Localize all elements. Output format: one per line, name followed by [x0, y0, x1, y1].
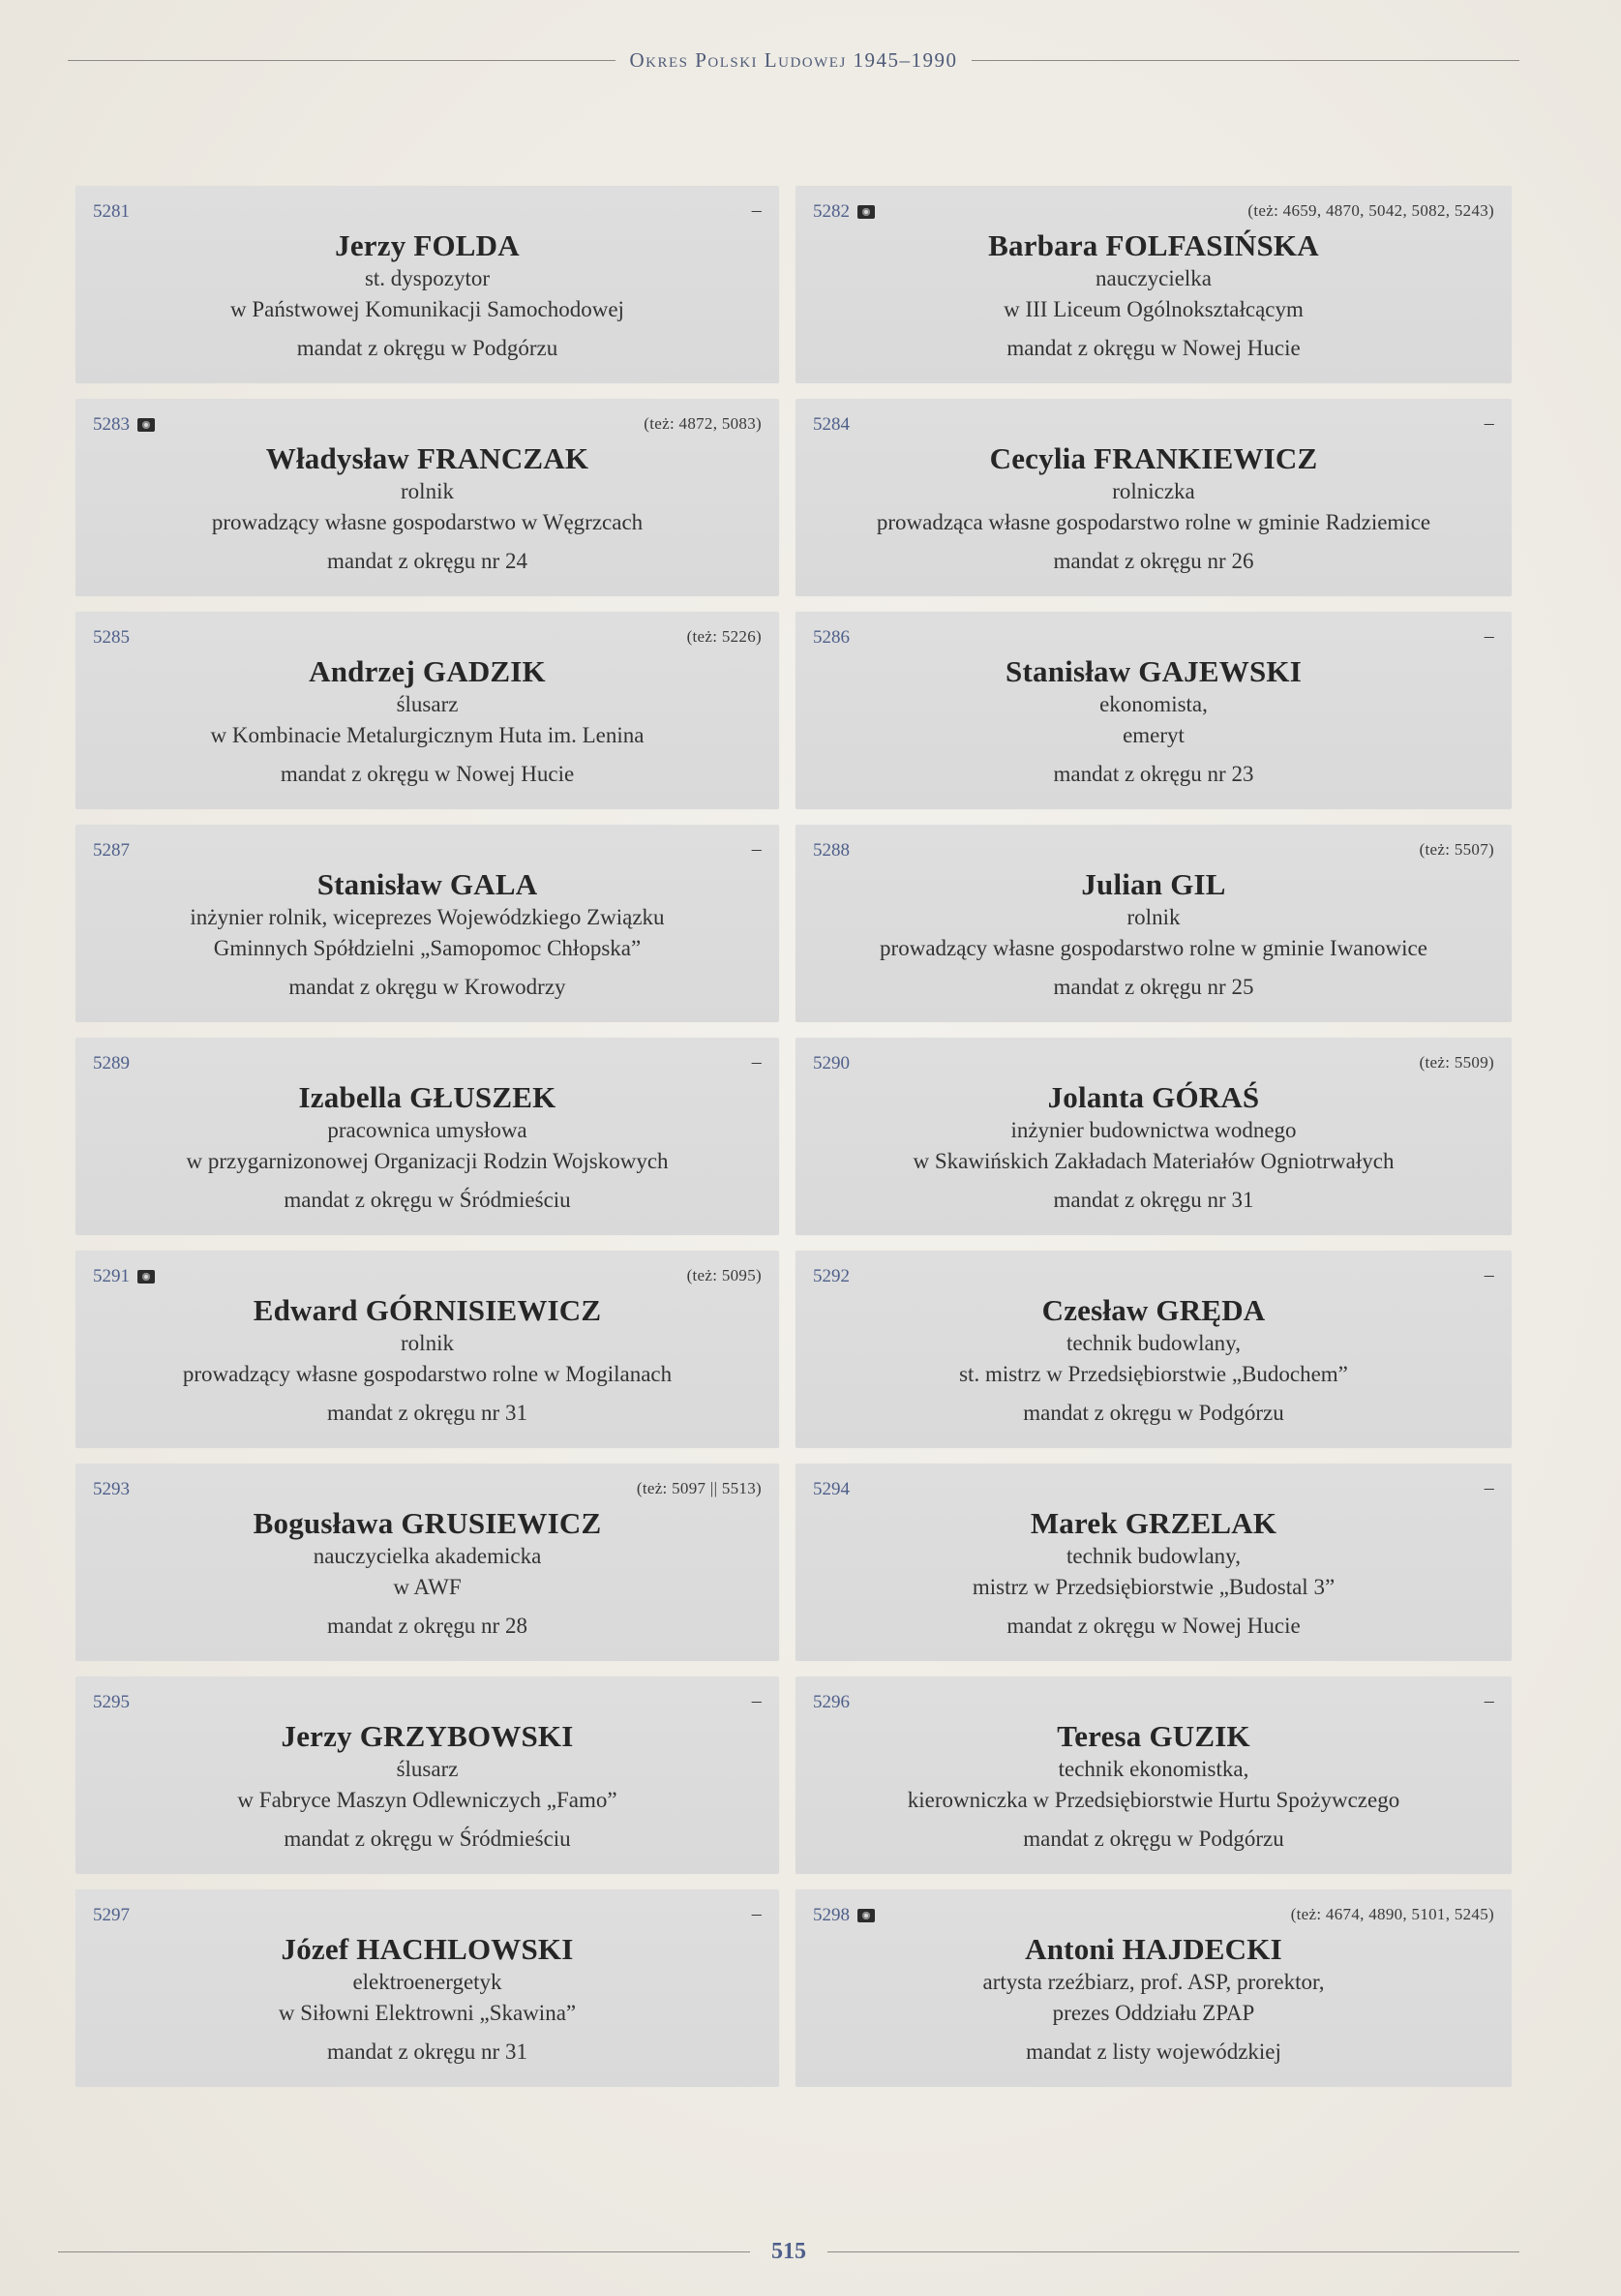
mandate-line: mandat z okręgu nr 28 [327, 1614, 527, 1638]
entry-number-text: 5286 [813, 627, 850, 648]
entry-card [75, 612, 779, 809]
mandate-line: mandat z okręgu nr 24 [327, 549, 527, 573]
mandate-line: mandat z okręgu w Śródmieściu [284, 1827, 571, 1851]
entry-number-text: 5284 [813, 414, 850, 435]
entry-card [795, 825, 1512, 1022]
description-line: inżynier budownictwa wodnego [1010, 1118, 1297, 1142]
entry-body [795, 1719, 1512, 1855]
entry-number-text: 5285 [93, 627, 130, 648]
description-line: ekonomista, [1099, 692, 1208, 716]
person-name: Jerzy FOLDA [335, 228, 520, 262]
entry-number [813, 414, 850, 436]
mandate-line: mandat z okręgu nr 31 [1053, 1188, 1254, 1212]
entry-card [795, 612, 1512, 809]
person-name: Józef HACHLOWSKI [281, 1932, 574, 1966]
person-name: Barbara FOLFASIŃSKA [988, 228, 1319, 262]
entry-number [813, 627, 850, 649]
description-line: rolnik [1126, 905, 1181, 929]
person-name: Andrzej GADZIK [309, 654, 546, 688]
entry-card [75, 1677, 779, 1874]
description-line: pracownica umysłowa [327, 1118, 527, 1142]
cross-reference: – [1484, 1690, 1494, 1711]
entry-number-text: 5290 [813, 1053, 850, 1073]
cross-reference: (też: 4872, 5083) [644, 414, 762, 433]
entry-number [813, 1692, 850, 1713]
person-name: Antoni HAJDECKI [1025, 1932, 1282, 1966]
entry-number [93, 1479, 130, 1500]
entry-number [93, 840, 130, 861]
description-line: w przygarnizonowej Organizacji Rodzin Wojskowych [186, 1149, 669, 1173]
mandate-line: mandat z okręgu nr 23 [1053, 762, 1254, 786]
entry-body [795, 1293, 1512, 1429]
mandate-line: mandat z okręgu nr 31 [327, 2039, 527, 2064]
cross-reference: – [751, 838, 762, 860]
cross-reference: (też: 5095) [686, 1266, 762, 1284]
entry-number-text: 5282 [813, 201, 850, 222]
description-line: ślusarz [396, 1757, 459, 1781]
mandate-line: mandat z okręgu nr 25 [1053, 975, 1254, 999]
entry-number [813, 1479, 850, 1500]
entry-body [75, 1293, 779, 1429]
person-name: Teresa GUZIK [1057, 1719, 1250, 1753]
camera-icon [137, 418, 155, 432]
description-line: w Skawińskich Zakładach Materiałów Ogniotrwałych [913, 1149, 1395, 1173]
entry-number [93, 627, 130, 649]
cross-reference: (też: 4659, 4870, 5042, 5082, 5243) [1247, 201, 1494, 220]
description-line: ślusarz [396, 692, 459, 716]
description-line: technik budowlany, [1066, 1544, 1241, 1568]
entry-number [813, 1053, 850, 1074]
entry-number [93, 1905, 130, 1926]
entry-number [93, 201, 130, 223]
description-line: technik budowlany, [1066, 1331, 1241, 1355]
mandate-line: mandat z okręgu w Podgórzu [1023, 1401, 1284, 1425]
entry-body [795, 867, 1512, 1003]
entry-body [795, 1506, 1512, 1642]
description-line: rolnik [401, 1331, 454, 1355]
entry-body [795, 228, 1512, 364]
description-line: w Kombinacie Metalurgicznym Huta im. Lenina [210, 723, 645, 747]
description-line: rolniczka [1112, 479, 1195, 503]
entry-body [75, 867, 779, 1003]
description-line: prowadząca własne gospodarstwo rolne w gminie Radziemice [876, 510, 1431, 534]
camera-icon [137, 1270, 155, 1284]
entry-card [795, 399, 1512, 596]
description-line: w Fabryce Maszyn Odlewniczych „Famo” [237, 1788, 617, 1812]
mandate-line: mandat z okręgu w Śródmieściu [284, 1188, 571, 1212]
page-number: 515 [771, 2238, 806, 2264]
entry-number [93, 1053, 130, 1074]
person-name: Stanisław GALA [316, 867, 538, 901]
header-rule-left [68, 60, 615, 61]
cross-reference: – [751, 1051, 762, 1072]
entry-body [795, 1080, 1512, 1216]
description-line: rolnik [401, 479, 454, 503]
entry-number-text: 5289 [93, 1053, 130, 1073]
entry-number-text: 5283 [93, 414, 130, 435]
entry-card [75, 1889, 779, 2087]
footer-rule-right [827, 2251, 1519, 2252]
entry-card [75, 186, 779, 383]
running-head-title: Okres Polski Ludowej 1945–1990 [629, 47, 958, 72]
entry-body [75, 654, 779, 790]
cross-reference: – [751, 1690, 762, 1711]
entry-card [795, 1677, 1512, 1874]
description-line: technik ekonomistka, [1058, 1757, 1249, 1781]
entry-body [75, 1506, 779, 1642]
entry-number [813, 1905, 875, 1926]
description-line: prowadzący własne gospodarstwo w Węgrzcach [211, 510, 644, 534]
mandate-line: mandat z okręgu w Podgórzu [296, 336, 558, 360]
cross-reference: – [751, 199, 762, 221]
description-line: w III Liceum Ogólnokształcącym [1004, 297, 1304, 321]
description-line: prezes Oddziału ZPAP [1052, 2001, 1255, 2025]
entry-card [75, 1038, 779, 1235]
entry-number-text: 5288 [813, 840, 850, 861]
entry-number [813, 1266, 850, 1287]
cross-reference: (też: 4674, 4890, 5101, 5245) [1290, 1905, 1494, 1923]
mandate-line: mandat z okręgu w Nowej Hucie [1006, 1614, 1301, 1638]
person-name: Jolanta GÓRAŚ [1047, 1080, 1260, 1114]
entry-number-text: 5297 [93, 1905, 130, 1925]
description-line: prowadzący własne gospodarstwo rolne w Mogilanach [182, 1362, 673, 1386]
person-name: Jerzy GRZYBOWSKI [281, 1719, 574, 1753]
cross-reference: – [751, 1903, 762, 1924]
cross-reference: – [1484, 1264, 1494, 1285]
header-rule-right [972, 60, 1519, 61]
entry-number-text: 5298 [813, 1905, 850, 1925]
entry-body [75, 1719, 779, 1855]
description-line: inżynier rolnik, wiceprezes Wojewódzkiego Związku [190, 905, 665, 929]
description-line: w AWF [393, 1575, 462, 1599]
description-line: w Państwowej Komunikacji Samochodowej [230, 297, 624, 321]
entry-body [795, 654, 1512, 790]
person-name: Julian GIL [1081, 867, 1226, 901]
entry-number [93, 1692, 130, 1713]
description-line: prowadzący własne gospodarstwo rolne w gminie Iwanowice [880, 936, 1427, 960]
camera-icon [857, 1909, 875, 1922]
entry-card [795, 1464, 1512, 1661]
mandate-line: mandat z listy wojewódzkiej [1026, 2039, 1281, 2064]
camera-icon [857, 205, 875, 219]
person-name: Władysław FRANCZAK [265, 441, 589, 475]
entry-body [75, 228, 779, 364]
entry-number-text: 5296 [813, 1692, 850, 1712]
entry-body [795, 1932, 1512, 2068]
entry-card [75, 399, 779, 596]
entry-number-text: 5281 [93, 201, 130, 222]
person-name: Edward GÓRNISIEWICZ [253, 1293, 602, 1327]
entry-number [93, 1266, 155, 1287]
footer-rule-left [58, 2251, 750, 2252]
entry-card [75, 1251, 779, 1448]
entry-card [75, 825, 779, 1022]
person-name: Stanisław GAJEWSKI [1006, 654, 1302, 688]
description-line: artysta rzeźbiarz, prof. ASP, prorektor, [982, 1970, 1325, 1994]
description-line: w Siłowni Elektrowni „Skawina” [278, 2001, 577, 2025]
cross-reference: (też: 5097 || 5513) [636, 1479, 762, 1497]
cross-reference: – [1484, 625, 1494, 647]
person-name: Izabella GŁUSZEK [298, 1080, 556, 1114]
entry-card [795, 1038, 1512, 1235]
entry-body [75, 1080, 779, 1216]
entry-grid [75, 186, 1512, 2087]
person-name: Czesław GRĘDA [1041, 1293, 1266, 1327]
entry-number-text: 5293 [93, 1479, 130, 1499]
description-line: st. dyspozytor [364, 266, 491, 290]
entry-number [813, 840, 850, 861]
description-line: nauczycielka akademicka [313, 1544, 542, 1568]
entry-body [795, 441, 1512, 577]
mandate-line: mandat z okręgu w Nowej Hucie [1006, 336, 1301, 360]
description-line: st. mistrz w Przedsiębiorstwie „Budochem” [959, 1362, 1348, 1386]
mandate-line: mandat z okręgu nr 31 [327, 1401, 527, 1425]
entry-number [813, 201, 875, 223]
entry-number-text: 5291 [93, 1266, 130, 1286]
entry-card [795, 1889, 1512, 2087]
cross-reference: – [1484, 1477, 1494, 1498]
entry-body [75, 1932, 779, 2068]
entry-card [795, 186, 1512, 383]
mandate-line: mandat z okręgu nr 26 [1053, 549, 1254, 573]
entry-body [75, 441, 779, 577]
person-name: Cecylia FRANKIEWICZ [989, 441, 1318, 475]
mandate-line: mandat z okręgu w Krowodrzy [288, 975, 566, 999]
description-line: mistrz w Przedsiębiorstwie „Budostal 3” [972, 1575, 1336, 1599]
cross-reference: (też: 5507) [1419, 840, 1494, 859]
entry-card [75, 1464, 779, 1661]
running-head [68, 43, 1519, 77]
entry-card [795, 1251, 1512, 1448]
description-line: Gminnych Spółdzielni „Samopomoc Chłopska” [213, 936, 642, 960]
entry-number-text: 5294 [813, 1479, 850, 1499]
mandate-line: mandat z okręgu w Podgórzu [1023, 1827, 1284, 1851]
entry-number [93, 414, 155, 436]
cross-reference: (też: 5226) [686, 627, 762, 646]
page-footer [58, 2234, 1519, 2269]
entry-number-text: 5295 [93, 1692, 130, 1712]
entry-number-text: 5287 [93, 840, 130, 861]
description-line: elektroenergetyk [352, 1970, 502, 1994]
cross-reference: – [1484, 412, 1494, 434]
description-line: kierowniczka w Przedsiębiorstwie Hurtu Spożywczego [907, 1788, 1400, 1812]
person-name: Marek GRZELAK [1030, 1506, 1277, 1540]
description-line: emeryt [1123, 723, 1185, 747]
entry-number-text: 5292 [813, 1266, 850, 1286]
person-name: Bogusława GRUSIEWICZ [253, 1506, 602, 1540]
description-line: nauczycielka [1095, 266, 1213, 290]
cross-reference: (też: 5509) [1419, 1053, 1494, 1072]
mandate-line: mandat z okręgu w Nowej Hucie [280, 762, 575, 786]
